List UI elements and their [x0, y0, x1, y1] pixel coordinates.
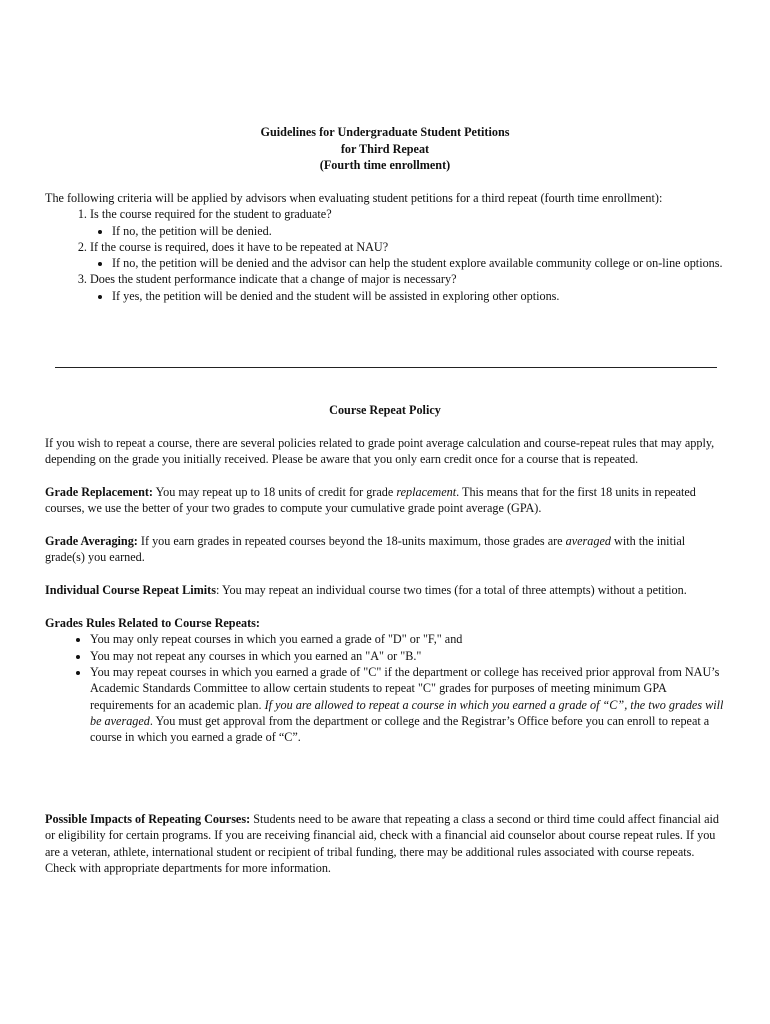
title-line-1: Guidelines for Undergraduate Student Petitions	[260, 125, 510, 139]
repeat-limits-label: Individual Course Repeat Limits	[45, 583, 216, 598]
grade-rules-heading: Grades Rules Related to Course Repeats:	[45, 616, 260, 631]
criteria-question: Is the course required for the student to graduate?	[90, 207, 332, 222]
criteria-intro: The following criteria will be applied by advisors when evaluating student petitions for a third repeat (fourth time enrollment):	[45, 191, 663, 205]
repeat-limits-paragraph: Individual Course Repeat Limits: You may repeat an individual course two times (for a total of three attempts) without a petition.	[45, 583, 687, 598]
repeat-impacts-paragraph: Possible Impacts of Repeating Courses: Students need to be aware that repeating a class a second or third time could affect financial aid or eligibility for certain programs. If you are receiving financial aid, check with a financial aid counselor about course repeat rules. If you are a veteran, athlete, international student or recipient of tribal funding, there may be additional rules associated with course repeats. Check with appropriate departments for more information.	[45, 812, 719, 875]
policy-title: Course Repeat Policy	[329, 403, 441, 417]
criteria-answer: • If no, the petition will be denied.	[112, 223, 725, 239]
criteria-question: Does the student performance indicate that a change of major is necessary?	[90, 272, 457, 287]
section-divider	[55, 367, 717, 368]
petition-criteria-section	[45, 190, 725, 304]
title-line-2: for Third Repeat	[340, 141, 430, 156]
list-item: • You may not repeat any courses in which you earned an "A" or "B."	[90, 648, 725, 664]
criteria-question: If the course is required, does it have to be repeated at NAU?	[90, 239, 389, 254]
criteria-answer: • If no, the petition will be denied and the advisor can help the student explore available community college or on-line options.	[112, 255, 725, 271]
list-item: • You may only repeat courses in which you earned a grade of "D" or "F," and	[90, 631, 725, 647]
grade-rules-section	[45, 615, 725, 745]
criteria-list	[45, 206, 725, 304]
grade-rules-list	[45, 631, 725, 745]
list-item: • You may repeat courses in which you earned a grade of "C" if the department or college has received prior approval from NAU’s Academic Standards Committee to allow certain students to repeat "C" grades for purposes of meeting minimum GPA requirements for an academic plan. If you are allowed to repeat a course in which you earned a grade of “C”, the two grades will be averaged. You must get approval from the department or college and the Registrar’s Office before you can enroll to repeat a course in which you earned a grade of “C”.	[90, 664, 725, 745]
repeat-impacts-label: Possible Impacts of Repeating Courses:	[45, 812, 251, 826]
grade-replacement-label: Grade Replacement:	[45, 485, 153, 500]
policy-intro: If you wish to repeat a course, there are several policies related to grade point average calculation and course-repeat rules that may apply, depending on the grade you initially received. Please be aware that you only earn credit once for a course that is repeated.	[45, 436, 715, 467]
criteria-item	[90, 271, 725, 304]
course-repeat-policy	[45, 435, 725, 745]
grade-replacement-paragraph: Grade Replacement: You may repeat up to 18 units of credit for grade replacement. This means that for the first 18 units in repeated courses, we use the better of your two grades to compute your cumulative grade point average (GPA).	[45, 485, 696, 516]
grade-averaging-label: Grade Averaging:	[45, 534, 138, 549]
document-title	[0, 124, 770, 174]
title-line-3: (Fourth time enrollment)	[319, 158, 451, 172]
criteria-answer: • If yes, the petition will be denied and the student will be assisted in exploring other options.	[112, 288, 725, 304]
criteria-item	[90, 239, 725, 272]
criteria-item	[90, 206, 725, 239]
grade-averaging-paragraph: Grade Averaging: If you earn grades in repeated courses beyond the 18-units maximum, those grades are averaged with the initial grade(s) you earned.	[45, 534, 686, 565]
